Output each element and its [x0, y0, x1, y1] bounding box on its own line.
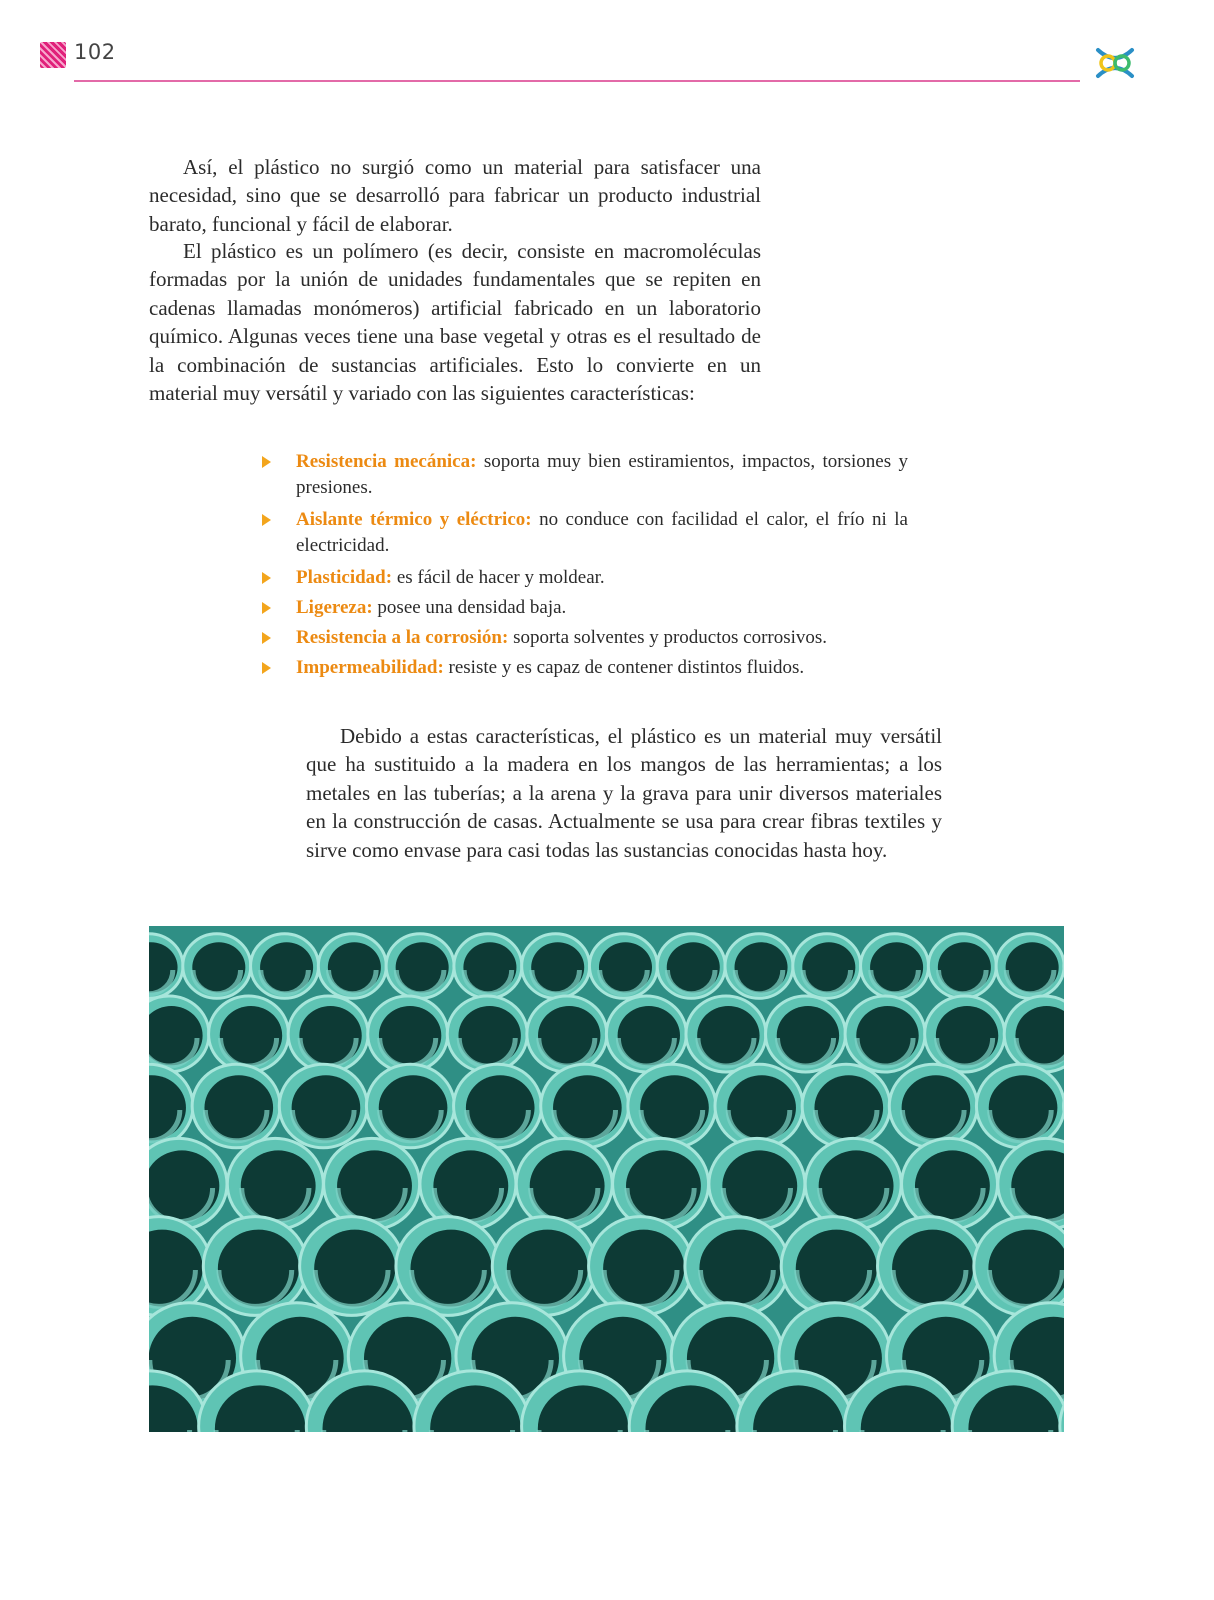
- feature-term: Impermeabilidad:: [296, 657, 444, 678]
- list-item: [262, 625, 908, 651]
- list-item: [262, 565, 908, 591]
- list-item: [262, 449, 908, 501]
- paragraph-polymer: El plástico es un polímero (es decir, consiste en macromoléculas formadas por la unión de unidades fundamentales que se repiten en cadenas llamadas monómeros) artificial fabricado en un laboratorio químico. Algunas veces tiene una base vegetal y otras es el resultado de la combinación de sustancias artificiales. Esto lo convierte en un material muy versátil y variado con las siguientes características:: [149, 239, 761, 406]
- feature-text: posee una densidad baja.: [372, 597, 567, 618]
- list-item: [262, 655, 908, 681]
- feature-term: Resistencia a la corrosión:: [296, 627, 509, 648]
- list-item: [262, 507, 908, 559]
- feature-text: no conduce con facilidad el calor, el frío ni la electricidad.: [296, 509, 908, 556]
- paragraph-uses: Debido a estas características, el plástico es un material muy versátil que ha sustituido a la madera en los mangos de las herramientas; a los metales en las tuberías; a la arena y la grava para unir diversos materiales en la construcción de casas. Actualmente se usa para crear fibras textiles y sirve como envase para casi todas las sustancias conocidas hasta hoy.: [306, 724, 942, 862]
- features-list: [262, 449, 908, 685]
- paragraph-intro: Así, el plástico no surgió como un material para satisfacer una necesidad, sino que se desarrolló para fabricar un producto industrial barato, funcional y fácil de elaborar.: [149, 155, 761, 236]
- header-divider: [74, 80, 1080, 82]
- page-number: 102: [74, 40, 116, 64]
- feature-term: Ligereza:: [296, 597, 373, 618]
- list-item: [262, 595, 908, 621]
- bullet-arrow-icon: [262, 514, 271, 526]
- feature-text: resiste y es capaz de contener distintos fluidos.: [443, 657, 805, 678]
- pipes-illustration: [149, 926, 1064, 1432]
- series-logo-icon: [1092, 40, 1138, 86]
- bullet-arrow-icon: [262, 456, 271, 468]
- feature-term: Resistencia mecánica:: [296, 451, 477, 472]
- bullet-arrow-icon: [262, 632, 271, 644]
- header-decoration-icon: [40, 42, 66, 68]
- feature-text: soporta muy bien estiramientos, impactos, torsiones y presiones.: [296, 451, 908, 498]
- pipes-photo: [149, 926, 1064, 1432]
- bullet-arrow-icon: [262, 572, 271, 584]
- bullet-arrow-icon: [262, 602, 271, 614]
- feature-text: es fácil de hacer y moldear.: [392, 567, 605, 588]
- feature-term: Aislante térmico y eléctrico:: [296, 509, 532, 530]
- feature-term: Plasticidad:: [296, 567, 393, 588]
- bullet-arrow-icon: [262, 662, 271, 674]
- feature-text: soporta solventes y productos corrosivos.: [508, 627, 828, 648]
